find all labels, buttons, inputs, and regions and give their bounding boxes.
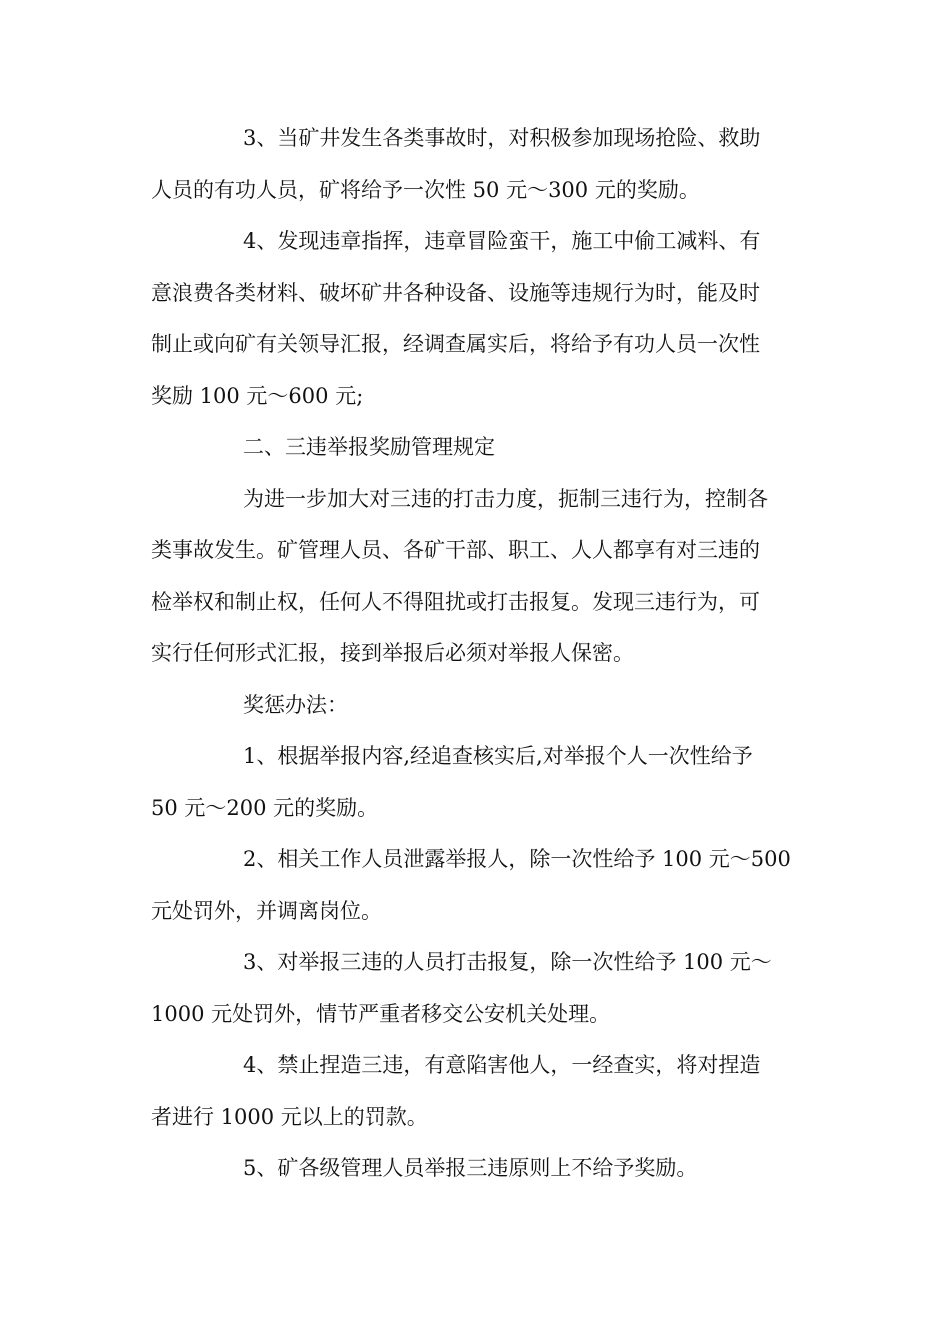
text-line: 3、对举报三违的人员打击报复，除一次性给予 100 元～: [243, 950, 772, 974]
subheading: 奖惩办法：: [243, 693, 348, 717]
text-line: 4、禁止捏造三违，有意陷害他人，一经查实，将对捏造: [243, 1053, 761, 1077]
text-line: 检举权和制止权，任何人不得阻扰或打击报复。发现三违行为，可: [151, 590, 760, 614]
text-line: 人员的有功人员，矿将给予一次性 50 元～300 元的奖励。: [151, 178, 700, 202]
text-line: 1、根据举报内容,经追查核实后,对举报个人一次性给予: [243, 744, 753, 768]
text-line: 类事故发生。矿管理人员、各矿干部、职工、人人都享有对三违的: [151, 538, 760, 562]
text-line: 奖励 100 元～600 元;: [151, 384, 364, 408]
text-line: 元处罚外，并调离岗位。: [151, 899, 382, 923]
text-line: 实行任何形式汇报，接到举报后必须对举报人保密。: [151, 641, 634, 665]
text-line: 意浪费各类材料、破坏矿井各种设备、设施等违规行为时，能及时: [151, 281, 760, 305]
text-line: 50 元～200 元的奖励。: [151, 796, 379, 820]
section-heading: 二、三违举报奖励管理规定: [243, 435, 495, 459]
text-line: 制止或向矿有关领导汇报，经调查属实后，将给予有功人员一次性: [151, 332, 760, 356]
text-line: 4、发现违章指挥，违章冒险蛮干，施工中偷工减料、有: [243, 229, 761, 253]
text-line: 5、矿各级管理人员举报三违原则上不给予奖励。: [243, 1156, 698, 1180]
text-line: 1000 元处罚外，情节严重者移交公安机关处理。: [151, 1002, 611, 1026]
text-line: 为进一步加大对三违的打击力度，扼制三违行为，控制各: [243, 487, 768, 511]
text-line: 3、当矿井发生各类事故时，对积极参加现场抢险、救助: [243, 126, 761, 150]
text-line: 2、相关工作人员泄露举报人，除一次性给予 100 元～500: [243, 847, 791, 871]
text-line: 者进行 1000 元以上的罚款。: [151, 1105, 428, 1129]
